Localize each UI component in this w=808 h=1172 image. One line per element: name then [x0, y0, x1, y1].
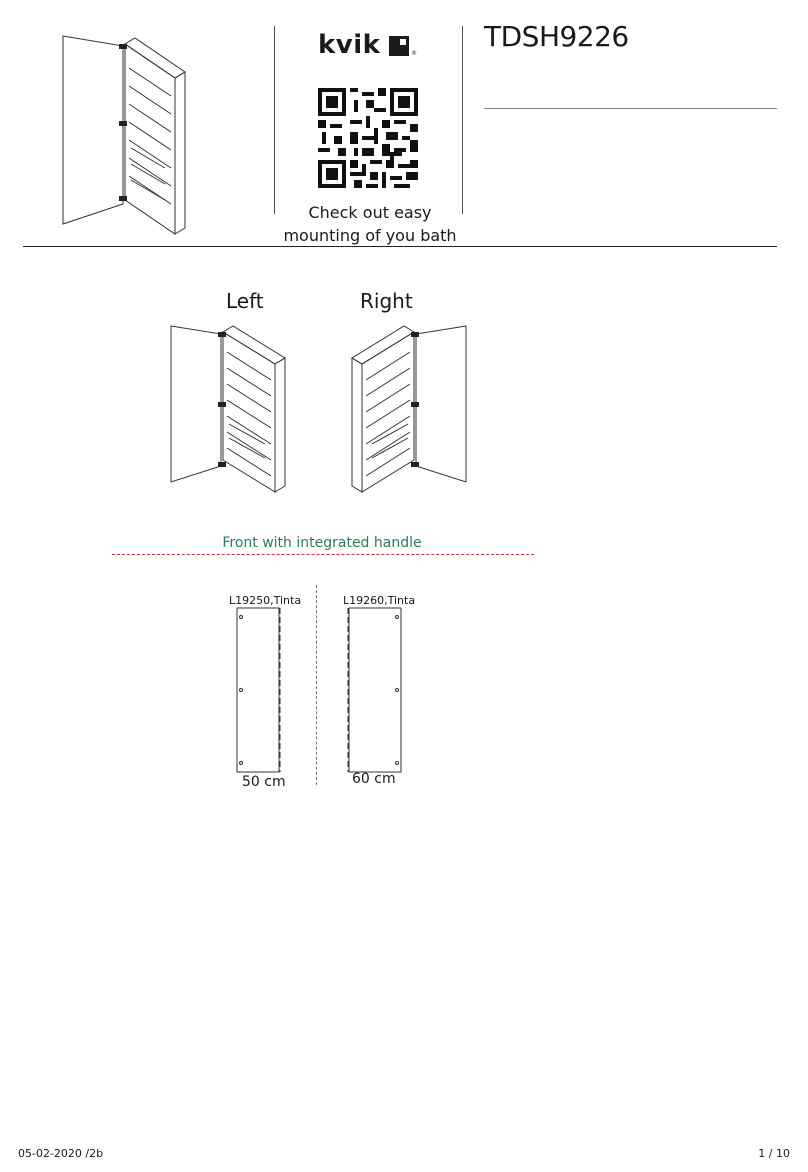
model-code: TDSH9226 — [484, 20, 629, 53]
front-left-size: 50 cm — [242, 774, 286, 790]
model-code-underline — [484, 108, 777, 109]
qr-caption-line2: mounting of you bath — [283, 226, 457, 245]
brand-logo-mark-icon — [389, 36, 409, 56]
brand-logo-text: kvik — [318, 30, 381, 60]
front-section-dashed-divider — [112, 554, 534, 555]
footer-date-revision: 05-02-2020 /2b — [18, 1147, 104, 1160]
front-center-dashed-divider — [316, 585, 317, 785]
front-right-size: 60 cm — [352, 771, 396, 787]
brand-registered-mark: ® — [411, 50, 417, 57]
cabinet-left-hinge-illustration — [165, 320, 295, 495]
qr-code-icon[interactable] — [318, 88, 418, 188]
header-separator — [23, 246, 777, 247]
cabinet-open-door-illustration — [55, 28, 205, 238]
front-section-title: Front with integrated handle — [222, 535, 422, 551]
door-front-50cm-drawing — [236, 607, 284, 775]
right-hinge-label: Right — [360, 289, 413, 313]
header-divider-right — [462, 26, 463, 214]
header-divider-left — [274, 26, 275, 214]
front-left-code: L19250,Tinta — [229, 594, 302, 607]
cabinet-right-hinge-illustration — [342, 320, 472, 495]
left-hinge-label: Left — [226, 289, 264, 313]
qr-caption-line1: Check out easy — [308, 203, 432, 222]
qr-caption — [276, 201, 464, 247]
front-right-code: L19260,Tinta — [343, 594, 416, 607]
door-front-60cm-drawing — [345, 607, 405, 775]
footer-page-number: 1 / 10 — [758, 1147, 790, 1160]
